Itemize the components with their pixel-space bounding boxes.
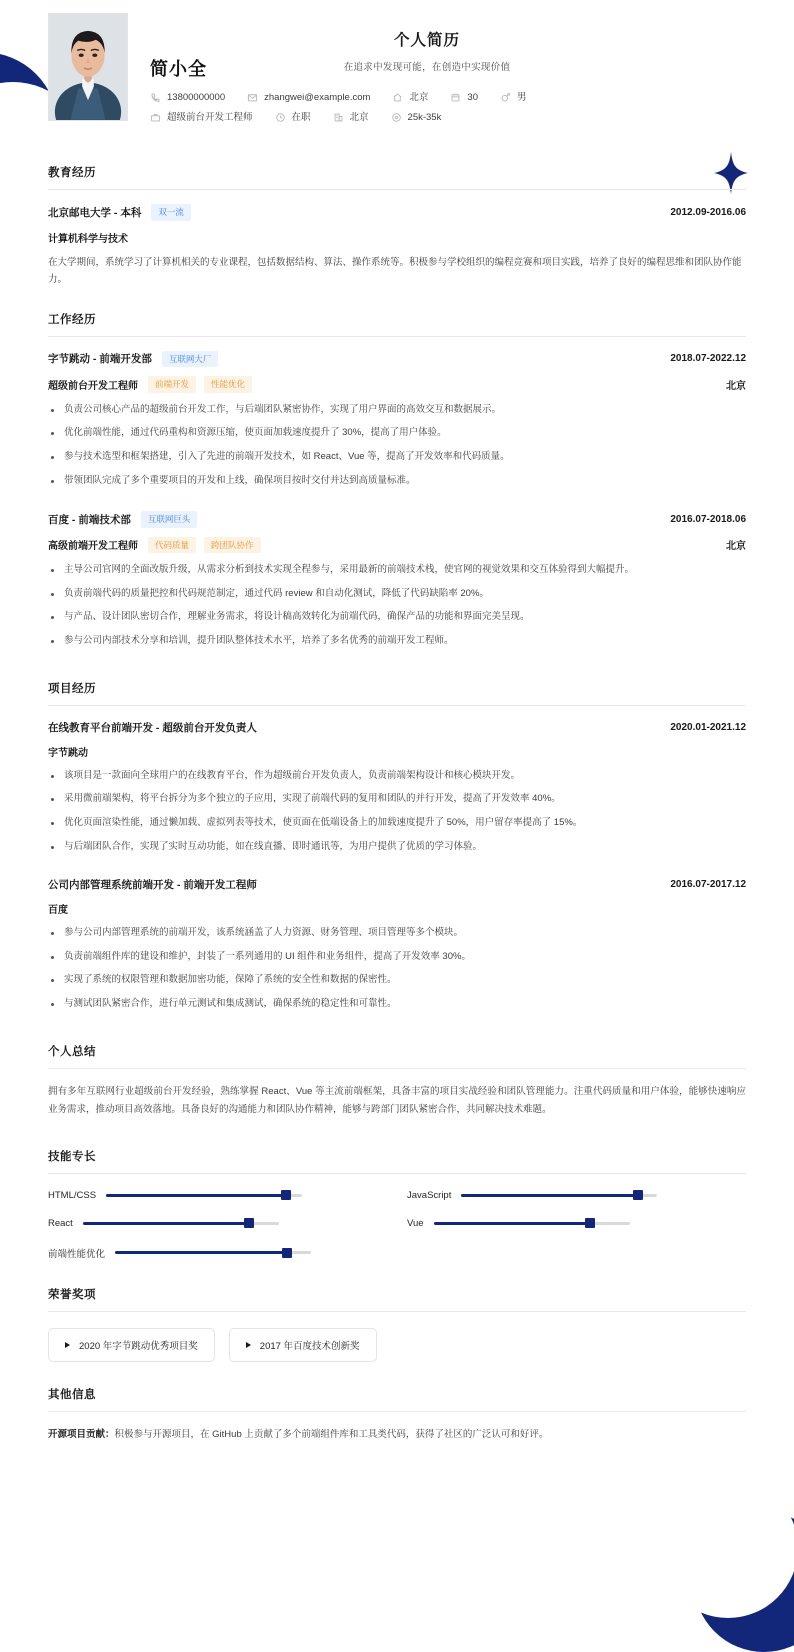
skill-fill	[115, 1251, 287, 1254]
project-date: 2020.01-2021.12	[670, 721, 746, 733]
contact-phone-value: 13800000000	[167, 91, 226, 103]
work-role-tag: 前端开发	[148, 376, 196, 393]
education-date: 2012.09-2016.06	[670, 206, 746, 218]
contact-row-primary	[150, 92, 746, 103]
job-status	[275, 112, 311, 123]
section-body-summary	[48, 1069, 746, 1120]
skill-knob[interactable]	[282, 1248, 292, 1258]
work-entry-role-left	[48, 376, 260, 393]
skill-row	[407, 1218, 746, 1229]
salary-value: 25k-35k	[407, 111, 442, 123]
work-entry	[48, 511, 746, 650]
education-entry	[48, 204, 746, 289]
section-title-summary: 个人总结	[48, 1043, 746, 1069]
skill-slider[interactable]	[83, 1222, 279, 1225]
section-title-skills: 技能专长	[48, 1148, 746, 1174]
status-icon	[275, 112, 286, 123]
mail-icon	[247, 92, 258, 103]
contact-age-value: 30	[467, 91, 478, 103]
skill-knob[interactable]	[633, 1190, 643, 1200]
education-school: 北京邮电大学 - 本科	[48, 206, 142, 219]
work-entry-role-left	[48, 537, 269, 554]
skill-knob[interactable]	[281, 1190, 291, 1200]
section-title-work: 工作经历	[48, 311, 746, 337]
skill-fill	[461, 1194, 637, 1197]
salary-expectation	[391, 112, 442, 123]
skill-slider[interactable]	[461, 1194, 657, 1197]
work-bullet: 优化前端性能，通过代码重构和资源压缩，使页面加载速度提升了 30%，提高了用户体验。	[48, 425, 746, 442]
job-position	[150, 112, 253, 123]
work-entry-org-left	[48, 511, 205, 528]
work-entry-org-left	[48, 351, 226, 368]
work-company: 字节跳动 - 前端开发部	[48, 353, 152, 366]
award-chip[interactable]	[229, 1328, 377, 1362]
contact-row-secondary	[150, 112, 746, 123]
salary-icon	[391, 112, 402, 123]
work-role-tag: 性能优化	[204, 376, 252, 393]
contact-hometown	[392, 92, 428, 103]
work-role-tag: 代码质量	[148, 537, 196, 554]
section-other	[48, 1386, 746, 1443]
work-entry-role-row	[48, 376, 746, 393]
work-entry-org-row	[48, 511, 746, 528]
project-bullet: 采用微前端架构，将平台拆分为多个独立的子应用，实现了前端代码的复用和团队的并行开发，提高了开发效率 40%。	[48, 791, 746, 808]
skill-row	[48, 1218, 387, 1229]
section-title-education: 教育经历	[48, 164, 746, 190]
job-city	[333, 112, 369, 123]
education-entry-header	[48, 204, 746, 221]
work-bullets	[48, 562, 746, 650]
gender-icon	[500, 92, 511, 103]
project-bullet: 与测试团队紧密合作，进行单元测试和集成测试，确保系统的稳定性和可靠性。	[48, 996, 746, 1013]
project-bullets	[48, 768, 746, 856]
contact-email-value: zhangwei@example.com	[264, 91, 371, 103]
caret-right-icon	[246, 1342, 251, 1348]
work-bullet: 参与公司内部技术分享和培训，提升团队整体技术水平，培养了多名优秀的前端开发工程师。	[48, 633, 746, 650]
work-bullets	[48, 402, 746, 490]
work-bullet: 带领团队完成了多个重要项目的开发和上线，确保项目按时交付并达到高质量标准。	[48, 473, 746, 490]
section-awards	[48, 1286, 746, 1362]
education-entry-left	[48, 204, 199, 221]
project-bullet: 实现了系统的权限管理和数据加密功能，保障了系统的安全性和数据的保密性。	[48, 972, 746, 989]
work-company-tag: 互联网大厂	[162, 351, 219, 368]
work-entry-role-row	[48, 537, 746, 554]
section-summary	[48, 1043, 746, 1120]
section-body-work	[48, 337, 746, 650]
contact-gender	[500, 92, 527, 103]
summary-text: 拥有多年互联网行业超级前台开发经验，熟练掌握 React、Vue 等主流前端框架，具备丰富的项目实战经验和团队管理能力。注重代码质量和用户体验，能够快速响应业务需求，推动项目高效落地。具备良好的沟通能力和团队协作精神，能够与跨部门团队紧密合作，共同解决技术难题。	[48, 1085, 746, 1116]
skill-row	[48, 1246, 387, 1260]
project-entry-left	[48, 877, 267, 892]
section-title-awards: 荣誉奖项	[48, 1286, 746, 1312]
project-company: 百度	[48, 905, 68, 917]
job-position-value: 超级前台开发工程师	[167, 111, 253, 123]
job-city-value: 北京	[349, 111, 369, 123]
project-company: 字节跳动	[48, 747, 88, 759]
contact-gender-value: 男	[517, 91, 527, 103]
header-body	[48, 29, 746, 132]
award-label: 2020 年字节跳动优秀项目奖	[79, 1340, 198, 1352]
work-date: 2018.07-2022.12	[670, 353, 746, 365]
project-bullet: 参与公司内部管理系统的前端开发，该系统涵盖了人力资源、财务管理、项目管理等多个模块。	[48, 925, 746, 942]
person-name: 简小全	[150, 59, 207, 79]
page-title: 个人简历	[393, 32, 460, 49]
project-bullet: 与后端团队合作，实现了实时互动功能，如在线直播、即时通讯等，为用户提供了优质的学习体验。	[48, 839, 746, 856]
other-info-label: 开源项目贡献：	[48, 1428, 115, 1440]
decorative-corner-bottom-right-cut	[658, 1478, 794, 1618]
contact-phone	[150, 92, 225, 103]
skill-slider[interactable]	[106, 1194, 302, 1197]
work-entry	[48, 351, 746, 490]
job-status-value: 在职	[291, 111, 311, 123]
work-bullet: 负责前端代码的质量把控和代码规范制定，通过代码 review 和自动化测试，降低了代码缺陷率 20%。	[48, 586, 746, 603]
project-entry-left	[48, 720, 267, 735]
skill-slider[interactable]	[115, 1251, 311, 1254]
section-title-other: 其他信息	[48, 1386, 746, 1412]
header-info	[128, 29, 746, 132]
project-entry-header	[48, 720, 746, 735]
section-projects	[48, 680, 746, 1013]
work-bullet: 与产品、设计团队密切合作，理解业务需求，将设计稿高效转化为前端代码，确保产品的功能和界面完美呈现。	[48, 609, 746, 626]
project-title: 在线教育平台前端开发 - 超级前台开发负责人	[48, 721, 257, 734]
awards-row	[48, 1312, 746, 1362]
skill-knob[interactable]	[585, 1218, 595, 1228]
skill-label: Vue	[407, 1217, 424, 1229]
award-label: 2017 年百度技术创新奖	[259, 1340, 360, 1352]
work-date: 2016.07-2018.06	[670, 513, 746, 525]
education-major: 计算机科学与技术	[48, 233, 128, 245]
project-bullet: 负责前端组件库的建设和维护，封装了一系列通用的 UI 组件和业务组件，提高了开发效率 30%。	[48, 949, 746, 966]
caret-right-icon	[65, 1342, 70, 1348]
skill-fill	[106, 1194, 286, 1197]
skill-label: HTML/CSS	[48, 1189, 97, 1201]
skill-knob[interactable]	[244, 1218, 254, 1228]
education-description: 在大学期间，系统学习了计算机相关的专业课程，包括数据结构、算法、操作系统等。积极参与学校组织的编程竞赛和项目实践，培养了良好的编程思维和团队协作能力。	[48, 256, 742, 286]
other-info-line	[48, 1412, 746, 1443]
skill-label: 前端性能优化	[48, 1248, 106, 1260]
contact-email	[247, 92, 370, 103]
home-icon	[392, 92, 403, 103]
section-skills	[48, 1148, 746, 1260]
contact-age	[450, 92, 478, 103]
work-bullet: 负责公司核心产品的超级前台开发工作，与后端团队紧密协作，实现了用户界面的高效交互和数据展示。	[48, 402, 746, 419]
avatar	[48, 13, 128, 121]
work-bullet: 主导公司官网的全面改版升级，从需求分析到技术实现全程参与，采用最新的前端技术栈，使官网的视觉效果和交互体验得到大幅提升。	[48, 562, 746, 579]
phone-icon	[150, 92, 161, 103]
award-chip[interactable]	[48, 1328, 215, 1362]
other-info-text: 积极参与开源项目，在 GitHub 上贡献了多个前端组件库和工具类代码，获得了社区的广泛认可和好评。	[114, 1428, 549, 1440]
skill-label: React	[48, 1217, 73, 1229]
section-education	[48, 164, 746, 289]
header-slogan: 在追求中发现可能，在创造中实现价值	[343, 62, 511, 73]
work-entry-org-row	[48, 351, 746, 368]
project-entry	[48, 877, 746, 1013]
work-role-tag: 跨团队协作	[204, 537, 261, 554]
project-title: 公司内部管理系统前端开发 - 前端开发工程师	[48, 879, 257, 892]
project-bullet: 优化页面渲染性能，通过懒加载、虚拟列表等技术，使页面在低端设备上的加载速度提升了 50%，用户留存率提高了 15%。	[48, 815, 746, 832]
section-work	[48, 311, 746, 650]
work-company-tag: 互联网巨头	[141, 511, 198, 528]
project-entry	[48, 720, 746, 856]
briefcase-icon	[150, 112, 161, 123]
work-company: 百度 - 前端技术部	[48, 513, 131, 526]
work-location: 北京	[726, 541, 746, 553]
education-tag: 双一流	[151, 204, 191, 221]
skills-grid	[48, 1174, 746, 1260]
project-bullet: 该项目是一款面向全球用户的在线教育平台，作为超级前台开发负责人，负责前端架构设计和核心模块开发。	[48, 768, 746, 785]
city-icon	[333, 112, 344, 123]
section-title-projects: 项目经历	[48, 680, 746, 706]
work-role: 超级前台开发工程师	[48, 380, 138, 392]
skill-label: JavaScript	[407, 1189, 452, 1201]
resume-header	[48, 0, 746, 142]
project-date: 2016.07-2017.12	[670, 879, 746, 891]
project-bullets	[48, 925, 746, 1013]
skill-row	[48, 1190, 387, 1201]
skill-fill	[83, 1222, 250, 1225]
bottom-padding	[48, 1443, 746, 1483]
work-role: 高级前端开发工程师	[48, 541, 138, 553]
calendar-icon	[450, 92, 461, 103]
skill-fill	[434, 1222, 591, 1225]
work-location: 北京	[726, 380, 746, 392]
section-body-education	[48, 190, 746, 289]
work-bullet: 参与技术选型和框架搭建，引入了先进的前端开发技术，如 React、Vue 等，提高了开发效率和代码质量。	[48, 449, 746, 466]
skill-slider[interactable]	[434, 1222, 630, 1225]
section-body-projects	[48, 706, 746, 1013]
project-entry-header	[48, 877, 746, 892]
contact-hometown-value: 北京	[409, 91, 429, 103]
skill-row	[407, 1190, 746, 1201]
